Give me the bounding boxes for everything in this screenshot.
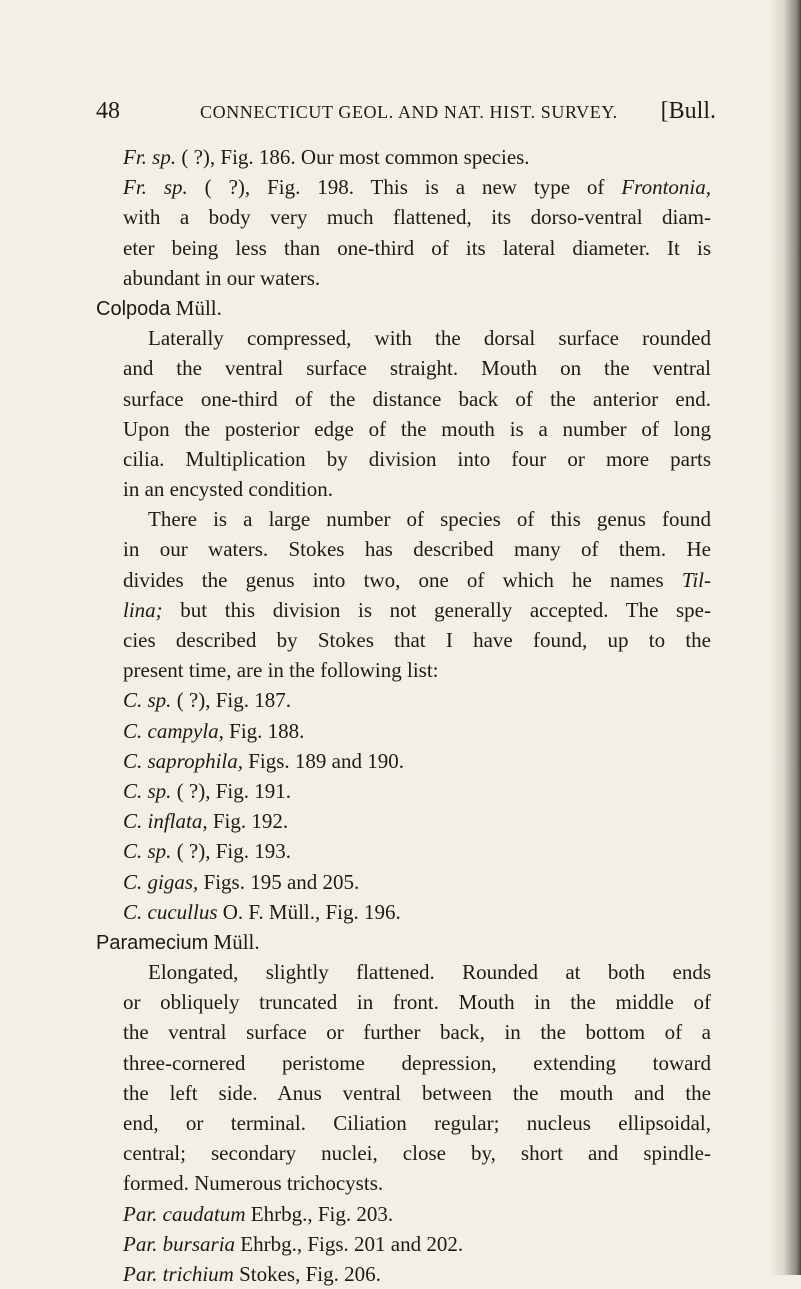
- text-span: O. F. Müll., Fig. 196.: [217, 899, 401, 924]
- text-span: the left side. Anus ventral between the mouth and the: [123, 1080, 711, 1105]
- text-span: or obliquely truncated in front. Mouth in the middle of: [123, 990, 711, 1015]
- text-span: Upon the posterior edge of the mouth is a number of long: [123, 416, 711, 441]
- italic-text: C. sp.: [123, 688, 172, 713]
- text-span: Elongated, slightly flattened. Rounded at both ends: [148, 960, 711, 985]
- text-line: [96, 957, 711, 987]
- text-span: cilia. Multiplication by division into four or more parts: [123, 446, 711, 471]
- text-line: [96, 1078, 711, 1108]
- text-line: [96, 595, 711, 625]
- text-line: [96, 142, 711, 172]
- text-span: Fig. 188.: [223, 718, 305, 743]
- page-header: [96, 98, 716, 128]
- series-label: [Bull.: [660, 98, 716, 124]
- italic-text: C. sp.: [123, 839, 172, 864]
- text-span: surface one-third of the distance back of the anterior end.: [123, 386, 711, 411]
- text-line: [96, 444, 711, 474]
- text-line: [96, 233, 711, 263]
- italic-text: Til-: [681, 567, 711, 592]
- text-span: ( ?), Fig. 186. Our most common species.: [176, 145, 530, 169]
- text-span: Müll.: [170, 295, 222, 320]
- text-span: with a body very much flattened, its dorso-ventral diam-: [123, 205, 711, 230]
- text-line: [96, 1259, 711, 1289]
- italic-text: lina;: [123, 597, 163, 622]
- genus-heading: Paramecium: [96, 931, 209, 954]
- text-line: [96, 1108, 711, 1138]
- text-span: ( ?), Fig. 198. This is a new type of: [187, 175, 622, 200]
- text-span: Müll.: [208, 929, 260, 954]
- text-line: [96, 716, 711, 746]
- text-body: [96, 142, 711, 1289]
- text-span: eter being less than one-third of its lateral diameter. It is: [123, 235, 711, 260]
- italic-text: C. gigas,: [123, 869, 199, 894]
- text-span: but this division is not generally accepted. The spe-: [162, 597, 711, 622]
- italic-text: Par. bursaria: [123, 1231, 236, 1256]
- text-span: There is a large number of species of this genus found: [148, 507, 711, 532]
- text-line: [96, 384, 711, 414]
- text-line: [96, 655, 711, 685]
- text-line: [96, 897, 711, 927]
- text-span: present time, are in the following list:: [123, 658, 439, 683]
- text-line: [96, 202, 711, 232]
- italic-text: C. inflata,: [123, 809, 208, 834]
- text-line: [96, 414, 711, 444]
- text-line: [96, 1138, 711, 1168]
- italic-text: C. cucullus: [123, 899, 218, 924]
- text-span: divides the genus into two, one of which he names: [123, 567, 682, 592]
- running-title: CONNECTICUT GEOL. AND NAT. HIST. SURVEY.: [200, 102, 618, 122]
- text-span: Figs. 195 and 205.: [198, 869, 360, 894]
- text-line: [96, 1017, 711, 1047]
- text-line: [96, 625, 711, 655]
- text-line: [96, 1048, 711, 1078]
- text-span: three-cornered peristome depression, extending toward: [123, 1050, 711, 1075]
- text-line: [96, 685, 711, 715]
- text-span: in an encysted condition.: [123, 477, 333, 502]
- text-line: [96, 504, 711, 534]
- text-span: and the ventral surface straight. Mouth on the ventral: [123, 356, 711, 381]
- text-line: [96, 836, 711, 866]
- text-span: Ehrbg., Figs. 201 and 202.: [235, 1231, 464, 1256]
- text-line: [96, 474, 711, 504]
- text-line: [96, 263, 711, 293]
- text-span: Stokes, Fig. 206.: [233, 1261, 381, 1286]
- italic-text: Fr. sp.: [123, 175, 188, 200]
- text-line: [96, 746, 711, 776]
- text-line: [96, 323, 711, 353]
- text-line: [96, 987, 711, 1017]
- italic-text: C. campyla,: [123, 718, 224, 743]
- text-span: in our waters. Stokes has described many of them. He: [123, 537, 711, 562]
- text-span: Laterally compressed, with the dorsal surface rounded: [148, 326, 711, 351]
- text-span: ( ?), Fig. 191.: [171, 778, 292, 803]
- page-number: 48: [96, 98, 120, 124]
- italic-text: Fr. sp.: [123, 145, 177, 169]
- italic-text: Frontonia,: [621, 175, 711, 200]
- text-span: Figs. 189 and 190.: [243, 748, 405, 773]
- text-span: ( ?), Fig. 187.: [171, 688, 292, 713]
- text-line: [96, 1199, 711, 1229]
- page-edge-shadow: [769, 0, 801, 1275]
- text-span: Fig. 192.: [207, 809, 289, 834]
- italic-text: Par. caudatum: [123, 1201, 246, 1226]
- text-line: [96, 353, 711, 383]
- text-line: [96, 172, 711, 202]
- text-line: [96, 927, 711, 957]
- text-span: end, or terminal. Ciliation regular; nucleus ellipsoidal,: [123, 1111, 711, 1135]
- text-span: formed. Numerous trichocysts.: [123, 1171, 384, 1196]
- italic-text: C. sp.: [123, 778, 172, 803]
- text-line: [96, 776, 711, 806]
- text-span: cies described by Stokes that I have found, up to the: [123, 628, 711, 652]
- italic-text: C. saprophila,: [123, 748, 243, 773]
- italic-text: Par. trichium: [123, 1261, 234, 1286]
- text-line: [96, 1229, 711, 1259]
- text-line: [96, 867, 711, 897]
- text-span: the ventral surface or further back, in the bottom of a: [123, 1020, 711, 1045]
- text-span: ( ?), Fig. 193.: [171, 839, 292, 864]
- text-line: [96, 534, 711, 564]
- text-line: [96, 1168, 711, 1198]
- text-line: [96, 565, 711, 595]
- text-line: [96, 806, 711, 836]
- text-line: [96, 293, 711, 323]
- text-span: central; secondary nuclei, close by, short and spindle-: [123, 1141, 711, 1166]
- genus-heading: Colpoda: [96, 297, 171, 320]
- text-span: Ehrbg., Fig. 203.: [245, 1201, 394, 1226]
- text-span: abundant in our waters.: [123, 265, 321, 290]
